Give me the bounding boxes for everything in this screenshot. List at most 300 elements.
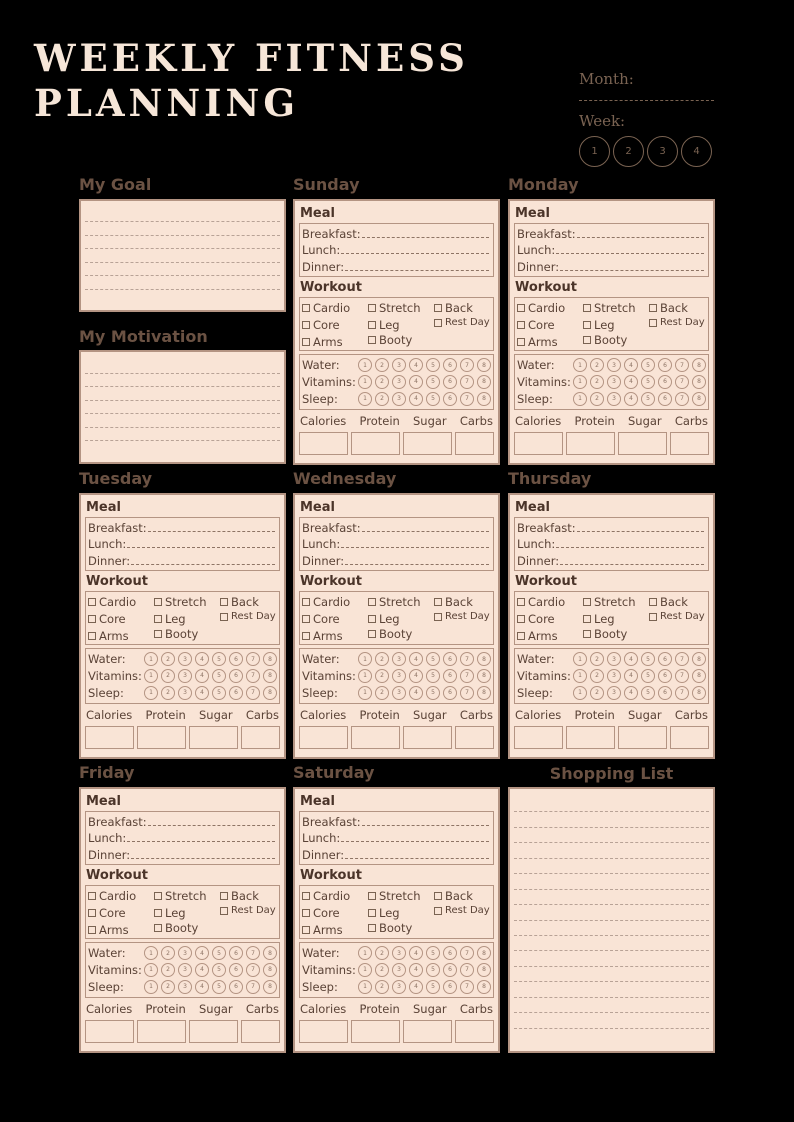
checkbox-icon[interactable] xyxy=(154,909,162,917)
checkbox-icon[interactable] xyxy=(88,615,96,623)
tracker-circle[interactable]: 5 xyxy=(212,963,226,977)
tracker-circle[interactable]: 5 xyxy=(426,963,440,977)
workout-option[interactable] xyxy=(154,612,186,626)
meal-input-line[interactable] xyxy=(341,841,489,842)
tracker-circle[interactable]: 5 xyxy=(426,946,440,960)
meal-input-line[interactable] xyxy=(556,547,704,548)
tracker-circle[interactable]: 6 xyxy=(658,375,672,389)
checkbox-icon[interactable] xyxy=(583,321,591,329)
shopping-list-box[interactable] xyxy=(508,787,715,1053)
meal-input-line[interactable] xyxy=(345,270,489,271)
tracker-circle[interactable]: 3 xyxy=(392,686,406,700)
tracker-circle[interactable]: 5 xyxy=(641,669,655,683)
checkbox-icon[interactable] xyxy=(302,321,310,329)
tracker-circle[interactable]: 5 xyxy=(426,392,440,406)
tracker-circle[interactable]: 6 xyxy=(443,375,457,389)
macro-input[interactable] xyxy=(403,1020,452,1043)
tracker-circle[interactable]: 3 xyxy=(392,980,406,994)
workout-option[interactable] xyxy=(154,921,198,935)
meal-row[interactable] xyxy=(88,553,277,568)
tracker-circle[interactable]: 7 xyxy=(675,686,689,700)
checkbox-icon[interactable] xyxy=(368,304,376,312)
checkbox-icon[interactable] xyxy=(154,598,162,606)
tracker-circle[interactable]: 5 xyxy=(426,375,440,389)
tracker-circle[interactable]: 2 xyxy=(375,669,389,683)
checkbox-icon[interactable] xyxy=(154,615,162,623)
checkbox-icon[interactable] xyxy=(302,598,310,606)
checkbox-icon[interactable] xyxy=(368,598,376,606)
tracker-circle[interactable]: 8 xyxy=(263,963,277,977)
checkbox-icon[interactable] xyxy=(583,304,591,312)
tracker-circle[interactable]: 5 xyxy=(426,686,440,700)
meal-row[interactable] xyxy=(302,536,491,551)
workout-option[interactable] xyxy=(220,889,259,903)
workout-option[interactable] xyxy=(583,301,635,315)
tracker-circle[interactable]: 2 xyxy=(161,652,175,666)
meal-input-line[interactable] xyxy=(341,547,489,548)
tracker-circle[interactable]: 7 xyxy=(246,686,260,700)
checkbox-icon[interactable] xyxy=(368,321,376,329)
macro-input[interactable] xyxy=(85,726,134,749)
tracker-circle[interactable]: 8 xyxy=(477,652,491,666)
workout-option[interactable] xyxy=(583,627,627,641)
workout-option[interactable] xyxy=(368,301,420,315)
tracker-circle[interactable]: 7 xyxy=(675,392,689,406)
macro-input[interactable] xyxy=(455,1020,494,1043)
tracker-circle[interactable]: 4 xyxy=(195,980,209,994)
macro-input[interactable] xyxy=(670,432,709,455)
tracker-circle[interactable]: 8 xyxy=(477,686,491,700)
tracker-circle[interactable]: 7 xyxy=(675,669,689,683)
workout-option[interactable] xyxy=(88,629,129,643)
workout-option[interactable] xyxy=(88,889,136,903)
meal-input-line[interactable] xyxy=(341,253,489,254)
workout-option[interactable] xyxy=(220,595,259,609)
tracker-circle[interactable]: 8 xyxy=(692,358,706,372)
macro-input[interactable] xyxy=(618,432,667,455)
tracker-circle[interactable]: 6 xyxy=(658,358,672,372)
tracker-circle[interactable]: 1 xyxy=(573,392,587,406)
tracker-circle[interactable]: 2 xyxy=(375,963,389,977)
tracker-circle[interactable]: 7 xyxy=(460,375,474,389)
meal-row[interactable] xyxy=(517,226,706,241)
checkbox-icon[interactable] xyxy=(302,632,310,640)
tracker-circle[interactable]: 3 xyxy=(178,980,192,994)
tracker-circle[interactable]: 4 xyxy=(409,375,423,389)
tracker-circle[interactable]: 5 xyxy=(641,375,655,389)
meal-row[interactable] xyxy=(302,814,491,829)
checkbox-icon[interactable] xyxy=(154,892,162,900)
tracker-circle[interactable]: 3 xyxy=(607,686,621,700)
tracker-circle[interactable]: 2 xyxy=(161,963,175,977)
tracker-circle[interactable]: 1 xyxy=(144,652,158,666)
tracker-circle[interactable]: 7 xyxy=(675,358,689,372)
tracker-circle[interactable]: 2 xyxy=(375,686,389,700)
tracker-circle[interactable]: 2 xyxy=(375,392,389,406)
meal-row[interactable] xyxy=(302,520,491,535)
checkbox-icon[interactable] xyxy=(368,615,376,623)
tracker-circle[interactable]: 7 xyxy=(246,980,260,994)
tracker-circle[interactable]: 4 xyxy=(195,652,209,666)
checkbox-icon[interactable] xyxy=(517,632,525,640)
meal-row[interactable] xyxy=(302,847,491,862)
checkbox-icon[interactable] xyxy=(220,907,228,915)
tracker-circle[interactable]: 1 xyxy=(358,375,372,389)
meal-row[interactable] xyxy=(302,553,491,568)
tracker-circle[interactable]: 4 xyxy=(195,669,209,683)
tracker-circle[interactable]: 5 xyxy=(426,358,440,372)
tracker-circle[interactable]: 6 xyxy=(443,358,457,372)
tracker-circle[interactable]: 6 xyxy=(229,652,243,666)
meal-row[interactable] xyxy=(88,814,277,829)
tracker-circle[interactable]: 1 xyxy=(573,375,587,389)
tracker-circle[interactable]: 6 xyxy=(229,946,243,960)
tracker-circle[interactable]: 4 xyxy=(409,358,423,372)
tracker-circle[interactable]: 1 xyxy=(358,669,372,683)
macro-input[interactable] xyxy=(241,1020,280,1043)
macro-input[interactable] xyxy=(670,726,709,749)
tracker-circle[interactable]: 7 xyxy=(675,375,689,389)
workout-option[interactable] xyxy=(88,906,126,920)
workout-option[interactable] xyxy=(220,611,276,622)
tracker-circle[interactable]: 4 xyxy=(624,652,638,666)
checkbox-icon[interactable] xyxy=(154,924,162,932)
tracker-circle[interactable]: 6 xyxy=(658,392,672,406)
checkbox-icon[interactable] xyxy=(154,630,162,638)
workout-option[interactable] xyxy=(368,318,400,332)
tracker-circle[interactable]: 2 xyxy=(590,375,604,389)
checkbox-icon[interactable] xyxy=(434,304,442,312)
workout-option[interactable] xyxy=(517,629,558,643)
tracker-circle[interactable]: 7 xyxy=(460,946,474,960)
workout-option[interactable] xyxy=(517,612,555,626)
checkbox-icon[interactable] xyxy=(88,926,96,934)
checkbox-icon[interactable] xyxy=(649,304,657,312)
tracker-circle[interactable]: 8 xyxy=(477,669,491,683)
workout-option[interactable] xyxy=(517,318,555,332)
goal-box[interactable] xyxy=(79,199,286,312)
tracker-circle[interactable]: 4 xyxy=(624,375,638,389)
motivation-box[interactable] xyxy=(79,350,286,464)
tracker-circle[interactable]: 6 xyxy=(443,669,457,683)
tracker-circle[interactable]: 6 xyxy=(443,963,457,977)
checkbox-icon[interactable] xyxy=(302,892,310,900)
tracker-circle[interactable]: 7 xyxy=(246,963,260,977)
tracker-circle[interactable]: 2 xyxy=(590,669,604,683)
tracker-circle[interactable]: 2 xyxy=(161,946,175,960)
workout-option[interactable] xyxy=(434,889,473,903)
tracker-circle[interactable]: 6 xyxy=(229,669,243,683)
checkbox-icon[interactable] xyxy=(368,924,376,932)
workout-option[interactable] xyxy=(302,318,340,332)
macro-input[interactable] xyxy=(241,726,280,749)
tracker-circle[interactable]: 1 xyxy=(144,980,158,994)
workout-option[interactable] xyxy=(368,612,400,626)
tracker-circle[interactable]: 7 xyxy=(460,669,474,683)
macro-input[interactable] xyxy=(137,726,186,749)
workout-option[interactable] xyxy=(583,595,635,609)
checkbox-icon[interactable] xyxy=(517,615,525,623)
tracker-circle[interactable]: 5 xyxy=(426,652,440,666)
workout-option[interactable] xyxy=(517,595,565,609)
tracker-circle[interactable]: 4 xyxy=(409,669,423,683)
macro-input[interactable] xyxy=(403,432,452,455)
checkbox-icon[interactable] xyxy=(220,613,228,621)
checkbox-icon[interactable] xyxy=(649,319,657,327)
checkbox-icon[interactable] xyxy=(517,321,525,329)
workout-option[interactable] xyxy=(649,301,688,315)
tracker-circle[interactable]: 2 xyxy=(375,946,389,960)
workout-option[interactable] xyxy=(649,611,705,622)
workout-option[interactable] xyxy=(302,335,343,349)
tracker-circle[interactable]: 8 xyxy=(263,652,277,666)
tracker-circle[interactable]: 3 xyxy=(392,358,406,372)
meal-row[interactable] xyxy=(302,830,491,845)
meal-row[interactable] xyxy=(517,520,706,535)
macro-input[interactable] xyxy=(351,726,400,749)
week-circle-2[interactable]: 2 xyxy=(613,136,644,167)
workout-option[interactable] xyxy=(154,889,206,903)
workout-option[interactable] xyxy=(434,301,473,315)
tracker-circle[interactable]: 8 xyxy=(263,946,277,960)
meal-input-line[interactable] xyxy=(131,858,275,859)
macro-input[interactable] xyxy=(189,726,238,749)
tracker-circle[interactable]: 4 xyxy=(624,392,638,406)
workout-option[interactable] xyxy=(302,301,350,315)
macro-input[interactable] xyxy=(189,1020,238,1043)
workout-option[interactable] xyxy=(154,627,198,641)
tracker-circle[interactable]: 8 xyxy=(692,375,706,389)
checkbox-icon[interactable] xyxy=(583,598,591,606)
meal-input-line[interactable] xyxy=(556,253,704,254)
macro-input[interactable] xyxy=(299,432,348,455)
tracker-circle[interactable]: 5 xyxy=(426,669,440,683)
week-circle-4[interactable]: 4 xyxy=(681,136,712,167)
macro-input[interactable] xyxy=(566,432,615,455)
workout-option[interactable] xyxy=(368,906,400,920)
checkbox-icon[interactable] xyxy=(583,336,591,344)
week-circle-1[interactable]: 1 xyxy=(579,136,610,167)
checkbox-icon[interactable] xyxy=(583,615,591,623)
tracker-circle[interactable]: 6 xyxy=(443,946,457,960)
workout-option[interactable] xyxy=(517,301,565,315)
meal-input-line[interactable] xyxy=(577,237,704,238)
tracker-circle[interactable]: 6 xyxy=(229,980,243,994)
tracker-circle[interactable]: 1 xyxy=(573,652,587,666)
workout-option[interactable] xyxy=(434,595,473,609)
tracker-circle[interactable]: 6 xyxy=(443,652,457,666)
checkbox-icon[interactable] xyxy=(434,319,442,327)
tracker-circle[interactable]: 6 xyxy=(443,686,457,700)
checkbox-icon[interactable] xyxy=(368,630,376,638)
tracker-circle[interactable]: 4 xyxy=(409,652,423,666)
meal-input-line[interactable] xyxy=(127,547,275,548)
workout-option[interactable] xyxy=(302,595,350,609)
checkbox-icon[interactable] xyxy=(302,304,310,312)
tracker-circle[interactable]: 3 xyxy=(178,946,192,960)
tracker-circle[interactable]: 7 xyxy=(460,686,474,700)
meal-input-line[interactable] xyxy=(577,531,704,532)
checkbox-icon[interactable] xyxy=(220,598,228,606)
tracker-circle[interactable]: 4 xyxy=(624,686,638,700)
macro-input[interactable] xyxy=(455,726,494,749)
macro-input[interactable] xyxy=(299,1020,348,1043)
macro-input[interactable] xyxy=(351,1020,400,1043)
tracker-circle[interactable]: 5 xyxy=(212,980,226,994)
tracker-circle[interactable]: 2 xyxy=(161,980,175,994)
tracker-circle[interactable]: 8 xyxy=(477,946,491,960)
workout-option[interactable] xyxy=(88,923,129,937)
meal-row[interactable] xyxy=(302,242,491,257)
tracker-circle[interactable]: 3 xyxy=(178,652,192,666)
meal-row[interactable] xyxy=(517,259,706,274)
tracker-circle[interactable]: 4 xyxy=(409,963,423,977)
tracker-circle[interactable]: 2 xyxy=(161,669,175,683)
tracker-circle[interactable]: 8 xyxy=(263,669,277,683)
tracker-circle[interactable]: 7 xyxy=(460,392,474,406)
macro-input[interactable] xyxy=(137,1020,186,1043)
checkbox-icon[interactable] xyxy=(88,892,96,900)
tracker-circle[interactable]: 8 xyxy=(477,358,491,372)
tracker-circle[interactable]: 4 xyxy=(195,946,209,960)
workout-option[interactable] xyxy=(302,889,350,903)
workout-option[interactable] xyxy=(649,317,705,328)
tracker-circle[interactable]: 8 xyxy=(477,963,491,977)
meal-row[interactable] xyxy=(517,536,706,551)
checkbox-icon[interactable] xyxy=(88,632,96,640)
tracker-circle[interactable]: 3 xyxy=(607,652,621,666)
checkbox-icon[interactable] xyxy=(517,304,525,312)
tracker-circle[interactable]: 2 xyxy=(590,358,604,372)
tracker-circle[interactable]: 4 xyxy=(624,358,638,372)
tracker-circle[interactable]: 4 xyxy=(409,980,423,994)
tracker-circle[interactable]: 7 xyxy=(246,652,260,666)
tracker-circle[interactable]: 6 xyxy=(658,652,672,666)
meal-row[interactable] xyxy=(517,553,706,568)
tracker-circle[interactable]: 2 xyxy=(161,686,175,700)
meal-input-line[interactable] xyxy=(560,270,704,271)
workout-option[interactable] xyxy=(220,905,276,916)
macro-input[interactable] xyxy=(455,432,494,455)
checkbox-icon[interactable] xyxy=(649,613,657,621)
tracker-circle[interactable]: 7 xyxy=(460,358,474,372)
meal-input-line[interactable] xyxy=(362,531,489,532)
meal-input-line[interactable] xyxy=(148,825,275,826)
tracker-circle[interactable]: 5 xyxy=(212,652,226,666)
checkbox-icon[interactable] xyxy=(649,598,657,606)
workout-option[interactable] xyxy=(302,923,343,937)
checkbox-icon[interactable] xyxy=(368,909,376,917)
meal-input-line[interactable] xyxy=(345,564,489,565)
workout-option[interactable] xyxy=(88,595,136,609)
tracker-circle[interactable]: 5 xyxy=(641,358,655,372)
macro-input[interactable] xyxy=(514,432,563,455)
tracker-circle[interactable]: 3 xyxy=(392,375,406,389)
tracker-circle[interactable]: 5 xyxy=(641,686,655,700)
tracker-circle[interactable]: 5 xyxy=(641,652,655,666)
tracker-circle[interactable]: 2 xyxy=(375,652,389,666)
tracker-circle[interactable]: 1 xyxy=(573,686,587,700)
workout-option[interactable] xyxy=(434,905,490,916)
tracker-circle[interactable]: 4 xyxy=(409,686,423,700)
tracker-circle[interactable]: 4 xyxy=(624,669,638,683)
workout-option[interactable] xyxy=(583,612,615,626)
checkbox-icon[interactable] xyxy=(434,598,442,606)
tracker-circle[interactable]: 3 xyxy=(607,375,621,389)
meal-input-line[interactable] xyxy=(345,858,489,859)
meal-row[interactable] xyxy=(517,242,706,257)
workout-option[interactable] xyxy=(302,612,340,626)
macro-input[interactable] xyxy=(299,726,348,749)
checkbox-icon[interactable] xyxy=(302,615,310,623)
checkbox-icon[interactable] xyxy=(434,907,442,915)
tracker-circle[interactable]: 1 xyxy=(358,392,372,406)
tracker-circle[interactable]: 7 xyxy=(246,946,260,960)
tracker-circle[interactable]: 2 xyxy=(590,686,604,700)
tracker-circle[interactable]: 8 xyxy=(477,980,491,994)
tracker-circle[interactable]: 7 xyxy=(460,652,474,666)
tracker-circle[interactable]: 4 xyxy=(195,686,209,700)
meal-row[interactable] xyxy=(88,520,277,535)
tracker-circle[interactable]: 1 xyxy=(358,686,372,700)
tracker-circle[interactable]: 2 xyxy=(590,652,604,666)
tracker-circle[interactable]: 1 xyxy=(358,963,372,977)
checkbox-icon[interactable] xyxy=(88,909,96,917)
tracker-circle[interactable]: 6 xyxy=(658,686,672,700)
tracker-circle[interactable]: 6 xyxy=(443,980,457,994)
meal-input-line[interactable] xyxy=(131,564,275,565)
meal-row[interactable] xyxy=(302,226,491,241)
tracker-circle[interactable]: 6 xyxy=(229,963,243,977)
tracker-circle[interactable]: 3 xyxy=(392,669,406,683)
workout-option[interactable] xyxy=(154,595,206,609)
checkbox-icon[interactable] xyxy=(302,338,310,346)
tracker-circle[interactable]: 3 xyxy=(178,686,192,700)
tracker-circle[interactable]: 8 xyxy=(692,686,706,700)
workout-option[interactable] xyxy=(368,595,420,609)
meal-row[interactable] xyxy=(302,259,491,274)
workout-option[interactable] xyxy=(154,906,186,920)
tracker-circle[interactable]: 3 xyxy=(392,946,406,960)
tracker-circle[interactable]: 8 xyxy=(477,375,491,389)
workout-option[interactable] xyxy=(88,612,126,626)
tracker-circle[interactable]: 8 xyxy=(692,392,706,406)
meal-row[interactable] xyxy=(88,847,277,862)
tracker-circle[interactable]: 1 xyxy=(358,652,372,666)
meal-row[interactable] xyxy=(88,830,277,845)
tracker-circle[interactable]: 5 xyxy=(641,392,655,406)
tracker-circle[interactable]: 8 xyxy=(263,686,277,700)
tracker-circle[interactable]: 1 xyxy=(358,358,372,372)
meal-input-line[interactable] xyxy=(362,825,489,826)
macro-input[interactable] xyxy=(403,726,452,749)
macro-input[interactable] xyxy=(618,726,667,749)
checkbox-icon[interactable] xyxy=(434,613,442,621)
tracker-circle[interactable]: 6 xyxy=(443,392,457,406)
checkbox-icon[interactable] xyxy=(220,892,228,900)
tracker-circle[interactable]: 2 xyxy=(375,358,389,372)
macro-input[interactable] xyxy=(514,726,563,749)
tracker-circle[interactable]: 3 xyxy=(607,392,621,406)
meal-input-line[interactable] xyxy=(148,531,275,532)
checkbox-icon[interactable] xyxy=(434,892,442,900)
tracker-circle[interactable]: 6 xyxy=(658,669,672,683)
month-field[interactable] xyxy=(579,100,714,101)
tracker-circle[interactable]: 1 xyxy=(144,669,158,683)
tracker-circle[interactable]: 1 xyxy=(358,946,372,960)
tracker-circle[interactable]: 4 xyxy=(409,392,423,406)
tracker-circle[interactable]: 7 xyxy=(460,963,474,977)
